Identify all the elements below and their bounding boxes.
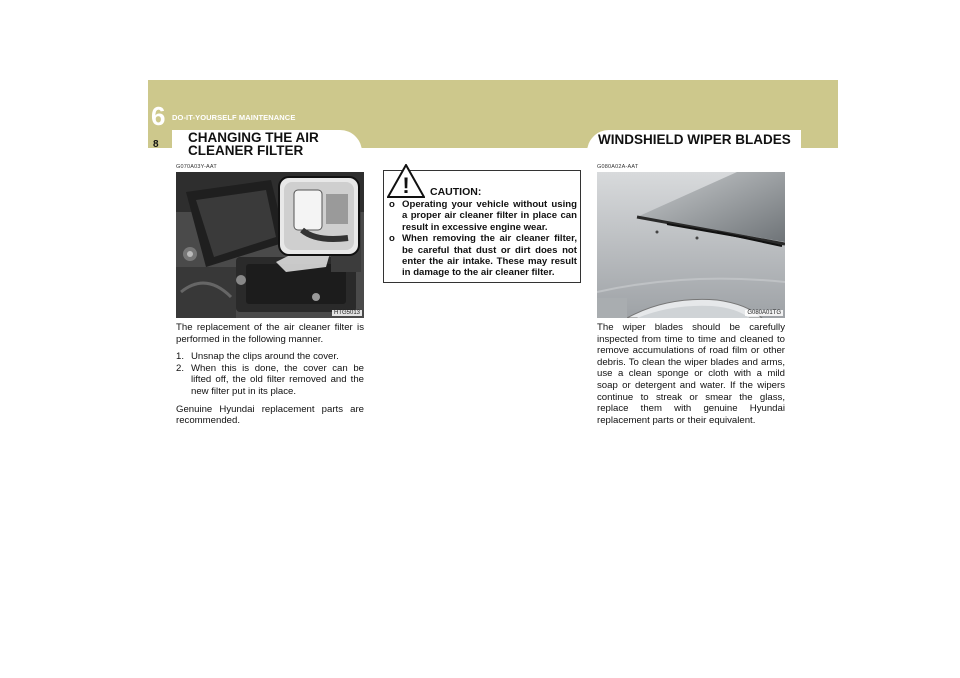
step-item <box>176 351 364 363</box>
step-item <box>176 363 364 398</box>
caution-item <box>389 233 577 279</box>
right-ref-code: G080A02A-AAT <box>597 164 639 170</box>
hood-windshield-photo <box>597 172 785 318</box>
section-title: DO-IT-YOURSELF MAINTENANCE <box>172 113 296 122</box>
right-body <box>597 322 785 426</box>
engine-image-label: HTG5013 <box>333 310 360 316</box>
caution-text: When removing the air cleaner filter, be careful that dust or dirt does not enter the air intake. These may result in damage to the air cleaner filter. <box>402 233 577 279</box>
engine-bay-photo <box>176 172 364 318</box>
warning-triangle-icon <box>387 164 425 203</box>
hood-windshield-illustration <box>597 172 785 318</box>
page-number: 8 <box>153 139 159 150</box>
chapter-number: 6 <box>151 101 166 131</box>
caution-text: Operating your vehicle without using a proper air cleaner filter in place can result in excessive engine wear. <box>402 199 577 233</box>
bullet-marker: o <box>389 199 395 210</box>
left-section-title: CHANGING THE AIR CLEANER FILTER <box>188 130 319 158</box>
steps-list <box>176 351 364 397</box>
wiper-image-label: G080A01TG <box>747 310 781 316</box>
closing-paragraph: Genuine Hyundai replacement parts are recommended. <box>176 403 364 427</box>
bullet-marker: o <box>389 233 395 245</box>
step-number: 2. <box>176 362 185 374</box>
step-text: Unsnap the clips around the cover. <box>191 351 339 363</box>
warning-symbol: ! <box>402 173 410 198</box>
caution-list <box>389 199 577 279</box>
step-text: When this is done, the cover can be lifted off, the old filter removed and the new filter put in its place. <box>191 362 364 397</box>
caution-title: CAUTION: <box>430 186 482 198</box>
engine-bay-illustration <box>176 172 364 318</box>
left-ref-code: G070A03Y-AAT <box>176 164 217 170</box>
right-section-title: WINDSHIELD WIPER BLADES <box>598 132 791 147</box>
wiper-paragraph: The wiper blades should be carefully inspected from time to time and cleaned to remove accumulations of road film or other debris. To clean the wiper blades and arms, use a clean sponge or cloth with a mild soap or detergent and water. If the wipers continue to streak or smear the glass, replace them with genuine Hyundai replacement parts or their equivalent. <box>597 322 785 426</box>
left-body <box>176 322 364 427</box>
step-number: 1. <box>176 351 185 363</box>
intro-paragraph: The replacement of the air cleaner filter is performed in the following manner. <box>176 322 364 345</box>
caution-item <box>389 199 577 233</box>
